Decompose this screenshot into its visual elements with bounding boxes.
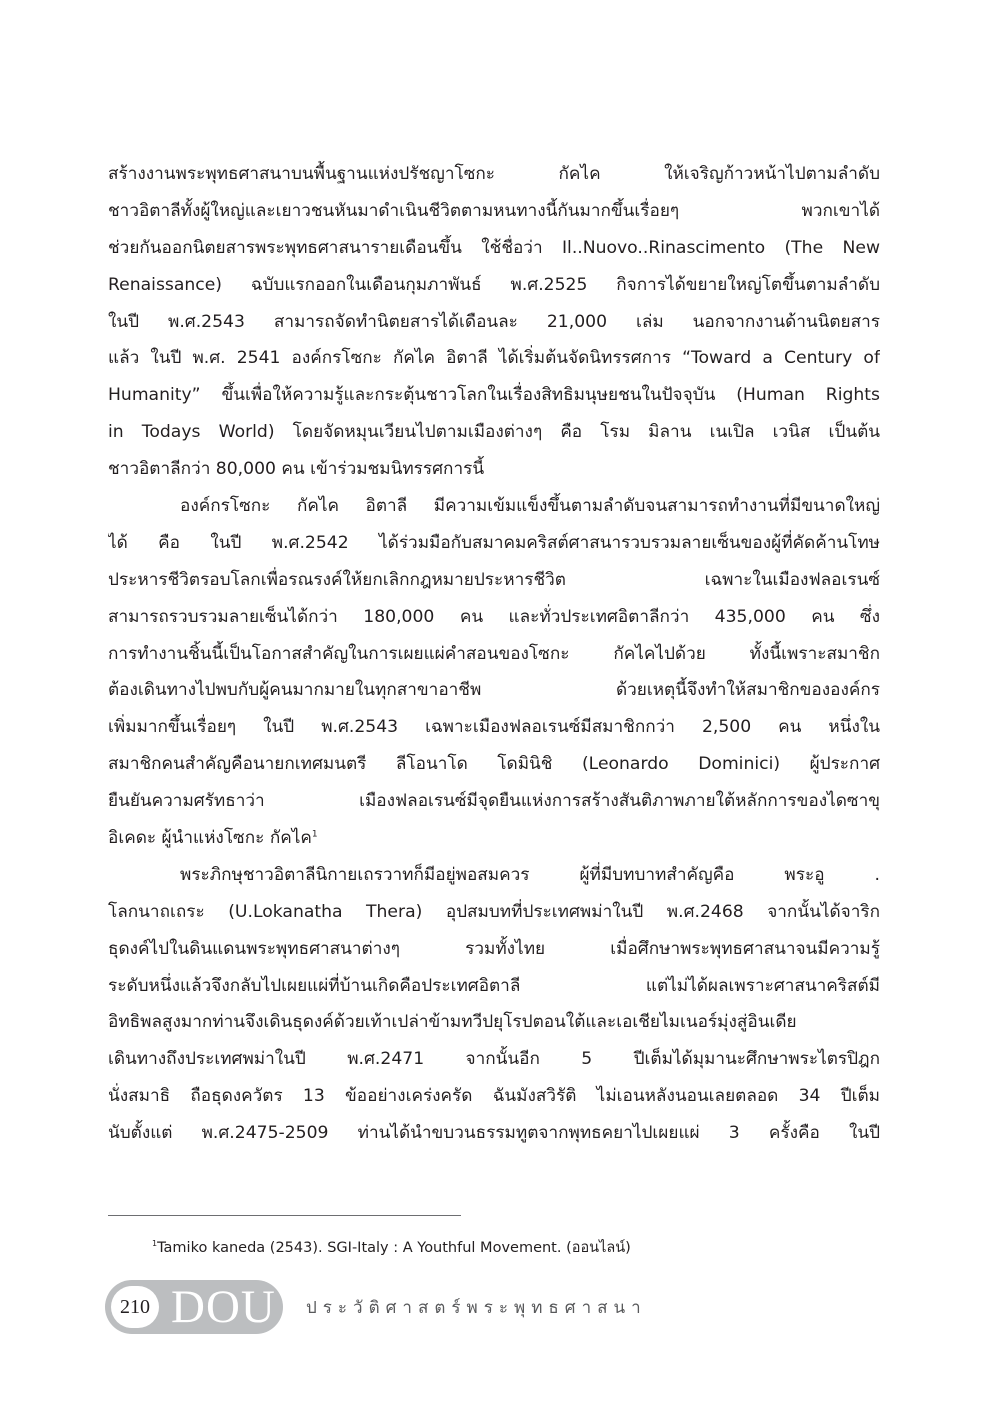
- footnote-marker: 1: [152, 1239, 158, 1249]
- text-line: อิทธิพลสูงมากท่านจึงเดินธุดงค์ด้วยเท้าเปล่าข้ามทวีปยุโรปตอนใต้และเอเชียไมเนอร์มุ่งสู่อินเดีย: [108, 1012, 797, 1033]
- text-line: นั่งสมาธิ ถือธุดงควัตร 13 ข้ออย่างเคร่งครัด ฉันมังสวิรัติ ไม่เอนหลังนอนเลยตลอด 34 ปีเต็ม: [108, 1086, 880, 1107]
- text-line-content: อิเคดะ ผู้นำแห่งโซกะ กัคไค: [108, 828, 312, 849]
- text-line: ธุดงค์ไปในดินแดนพระพุทธศาสนาต่างๆ รวมทั้งไทย เมื่อศึกษาพระพุทธศาสนาจนมีความรู้: [108, 938, 880, 959]
- text-line: สมาชิกคนสำคัญคือนายกเทศมนตรี ลีโอนาโด โดมินิชิ (Leonardo Dominici) ผู้ประกาศ: [108, 754, 880, 775]
- text-line: ระดับหนึ่งแล้วจึงกลับไปเผยแผ่ที่บ้านเกิดคือประเทศอิตาลี แต่ไม่ได้ผลเพราะศาสนาคริสต์มี: [108, 975, 880, 996]
- main-text: [108, 156, 880, 1152]
- text-line: แล้ว ในปี พ.ศ. 2541 องค์กรโซกะ กัคไค อิตาลี ได้เริ่มต้นจัดนิทรรศการ “Toward a Century of: [108, 348, 880, 369]
- text-line: ต้องเดินทางไปพบกับผู้คนมากมายในทุกสาขาอาชีพ ด้วยเหตุนี้จึงทำให้สมาชิกขององค์กร: [108, 680, 880, 701]
- text-line: [108, 820, 880, 857]
- text-line: in Todays World) โดยจัดหมุนเวียนไปตามเมืองต่างๆ คือ โรม มิลาน เนเปิล เวนิส เป็นต้น: [108, 422, 880, 443]
- footnote-reference[interactable]: 1: [311, 829, 318, 840]
- paragraph-3: [108, 857, 880, 1152]
- text-line: ในปี พ.ศ.2543 สามารถจัดทำนิตยสารได้เดือนละ 21,000 เล่ม นอกจากงานด้านนิตยสาร: [108, 311, 880, 332]
- text-line: เพิ่มมากขึ้นเรื่อยๆ ในปี พ.ศ.2543 เฉพาะเมืองฟลอเรนซ์มีสมาชิกกว่า 2,500 คน หนึ่งใน: [108, 717, 880, 738]
- footnote-text: Tamiko kaneda (2543). SGI-Italy : A Youthful Movement. (ออนไลน์): [157, 1240, 631, 1256]
- text-line: พระภิกษุชาวอิตาลีนิกายเถรวาทก็มีอยู่พอสมควร ผู้ที่มีบทบาทสำคัญคือ พระอู .: [180, 864, 880, 885]
- footnote-divider: [108, 1215, 461, 1216]
- page-number: 210: [111, 1286, 159, 1328]
- text-line: เดินทางถึงประเทศพม่าในปี พ.ศ.2471 จากนั้นอีก 5 ปีเต็มได้มุมานะศึกษาพระไตรปิฎก: [108, 1049, 880, 1070]
- text-line: สร้างงานพระพุทธศาสนาบนพื้นฐานแห่งปรัชญาโซกะ กัคไค ให้เจริญก้าวหน้าไปตามลำดับ: [108, 164, 880, 184]
- text-line: ช่วยกันออกนิตยสารพระพุทธศาสนารายเดือนขึ้น ใช้ชื่อว่า Il..Nuovo..Rinascimento (The New: [108, 237, 880, 258]
- dou-logo: DOU: [171, 1281, 276, 1333]
- text-line: องค์กรโซกะ กัคไค อิตาลี มีความเข้มแข็งขึ้นตามลำดับจนสามารถทำงานที่มีขนาดใหญ่: [180, 496, 880, 517]
- text-line: ชาวอิตาลีทั้งผู้ใหญ่และเยาวชนหันมาดำเนินชีวิตตามหนทางนี้กันมากขึ้นเรื่อยๆ พวกเขาได้: [108, 200, 880, 221]
- text-line: นับตั้งแต่ พ.ศ.2475-2509 ท่านได้นำขบวนธรรมทูตจากพุทธคยาไปเผยแผ่ 3 ครั้งคือ ในปี: [108, 1123, 880, 1144]
- footnote: [152, 1236, 631, 1259]
- text-line: ได้ คือ ในปี พ.ศ.2542 ได้ร่วมมือกับสมาคมคริสต์ศาสนารวบรวมลายเซ็นของผู้ที่คัดค้านโทษ: [108, 532, 880, 553]
- running-title: ประวัติศาสตร์พระพุทธศาสนา: [306, 1298, 647, 1318]
- text-line: ประหารชีวิตรอบโลกเพื่อรณรงค์ให้ยกเลิกกฎหมายประหารชีวิต เฉพาะในเมืองฟลอเรนซ์: [108, 569, 880, 590]
- text-line: Humanity” ขึ้นเพื่อให้ความรู้และกระตุ้นชาวโลกในเรื่องสิทธิมนุษยชนในปัจจุบัน (Human Rights: [108, 385, 880, 406]
- text-line: สามารถรวบรวมลายเซ็นได้กว่า 180,000 คน และทั่วประเทศอิตาลีกว่า 435,000 คน ซึ่ง: [108, 606, 880, 627]
- text-line: ชาวอิตาลีกว่า 80,000 คน เข้าร่วมชมนิทรรศการนี้: [108, 459, 485, 480]
- text-line: การทำงานชิ้นนี้เป็นโอกาสสำคัญในการเผยแผ่คำสอนของโซกะ กัคไคไปด้วย ทั้งนี้เพราะสมาชิก: [108, 643, 880, 664]
- text-line: ยืนยันความศรัทธาว่า เมืองฟลอเรนซ์มีจุดยืนแห่งการสร้างสันติภาพภายใต้หลักการของไดซาขุ: [108, 791, 880, 812]
- text-line: Renaissance) ฉบับแรกออกในเดือนกุมภาพันธ์ พ.ศ.2525 กิจการได้ขยายใหญ่โตขึ้นตามลำดับ: [108, 274, 880, 295]
- text-line: โลกนาถเถระ (U.Lokanatha Thera) อุปสมบทที่ประเทศพม่าในปี พ.ศ.2468 จากนั้นได้จาริก: [108, 901, 880, 922]
- paragraph-1: [108, 156, 880, 488]
- page-footer-badge: [105, 1280, 283, 1334]
- paragraph-2: [108, 488, 880, 857]
